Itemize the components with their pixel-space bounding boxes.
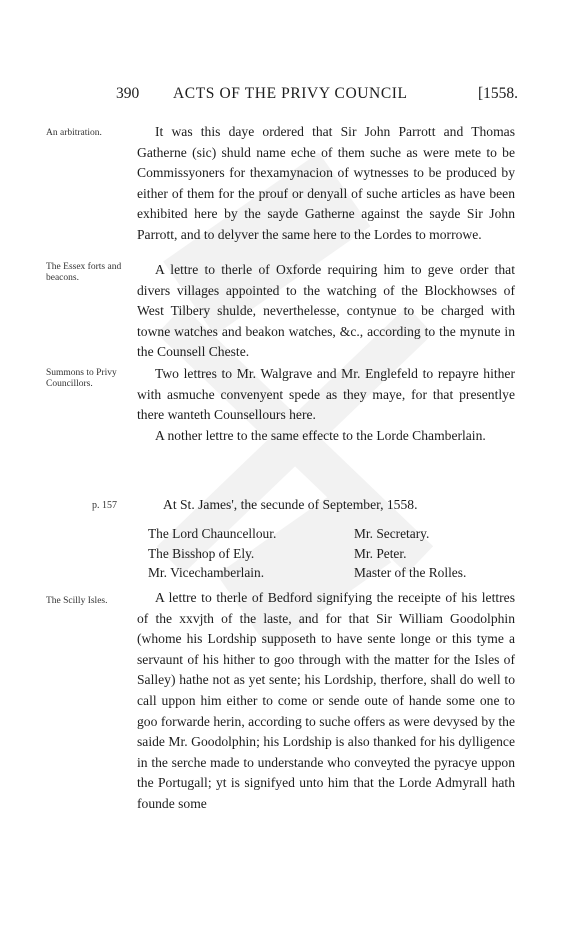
page-header [0,85,567,109]
page-number: 390 [116,85,140,102]
margin-note-scilly-isles: The Scilly Isles. [46,596,108,606]
attendee-name: Mr. Peter. [354,545,407,561]
year-label: [1558. [478,85,519,102]
attendee-name: The Lord Chauncellour. [148,526,277,541]
page-reference: p. 157 [92,500,117,511]
attendee-name: Mr. Secretary. [354,526,430,541]
entry-paragraph-scilly-isles: A lettre to therle of Bedford signifying the receipte of his lettres of the xxvjth of the laste, and for that Sir William Goodolphin (whome his Lordship supposeth to have sente longe or this tyme a servaunt of his hither to goo through with the matter for the Isles of Salley) hathe not as yet sente; his Lordship, therfore, shall do well to call uppon him either to come or sende oute of hande some one to goo forwarde herin, according to suche offers as were devysed by the saide Mr. Goodolphin; his Lordship is also thanked for his dylligence in the serche made to understande who conveyted the pyracye uppon the Portugall; yt is signifyed unto him that the Lorde Admyrall hath founde some [137,590,515,811]
entry-paragraph-essex-forts: A lettre to therle of Oxforde requiring him to geve order that divers villages appointed to the watching of the Blockhowses of West Tilbery shulde, neverthelesse, contynue to be charged with towne watches and beakon watches, &c., according to the mynute in the Counsell Cheste. [137,262,515,360]
margin-note-essex-forts: The Essex forts and beacons. [46,262,122,283]
margin-note-summons: Summons to Privy Councillors. [46,368,117,389]
entry-paragraph-chamberlain: A nother lettre to the same effecte to the Lorde Chamberlain. [155,428,486,443]
session-heading: At St. James', the secunde of September, 1558. [163,497,418,512]
margin-note-arbitration: An arbitration. [46,128,102,138]
attendee-name: Mr. Vicechamberlain. [148,565,265,580]
attendee-list [148,524,528,583]
entry-paragraph-summons: Two lettres to Mr. Walgrave and Mr. Englefeld to repayre hither with asmuche convenyent spede as they maye, for that presentlye there wanteth Counsellours here. [137,366,515,423]
attendee-name: Master of the Rolles. [354,565,467,580]
running-title: ACTS OF THE PRIVY COUNCIL [173,85,408,102]
attendee-name: The Bisshop of Ely. [148,545,255,561]
entry-paragraph-arbitration: It was this daye ordered that Sir John Parrott and Thomas Gatherne (sic) shuld name eche of them suche as were mete to be Commissyoners for thexamynacion of wytnesses to be produced by either of them for the prouf or denyall of suche articles as have been exhibited here by the sayde Gatherne against the sayde Sir John Parrott, and to delyver the same here to the Lordes to morrowe. [137,124,515,242]
